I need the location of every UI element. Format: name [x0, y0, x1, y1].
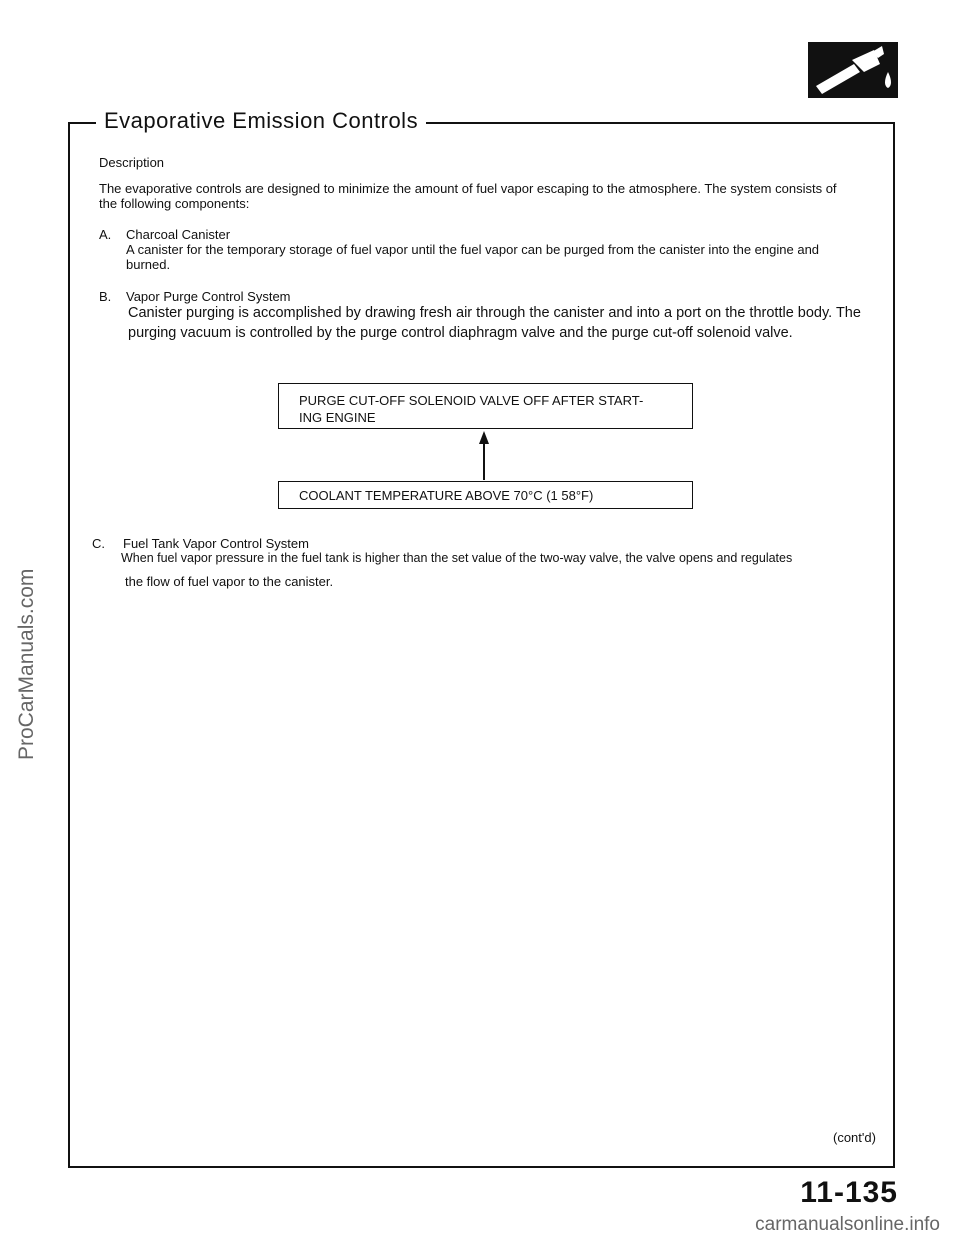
item-b-line-2: purging vacuum is controlled by the purge control diaphragm valve and the purge cut-off solenoid valve. — [128, 325, 793, 341]
continued-note: (cont'd) — [833, 1130, 876, 1145]
purge-cutoff-box — [278, 383, 693, 429]
page-number: 11-135 — [800, 1176, 898, 1209]
item-a-line-1: A canister for the temporary storage of fuel vapor until the fuel vapor can be purged from the canister into the engine and — [126, 242, 820, 257]
content-frame — [68, 122, 895, 1168]
intro-line-1: The evaporative controls are designed to minimize the amount of fuel vapor escaping to the atmosphere. The system consists of — [99, 181, 837, 196]
purge-cutoff-line-1: PURGE CUT-OFF SOLENOID VALVE OFF AFTER START- — [299, 393, 644, 408]
coolant-temperature-box: COOLANT TEMPERATURE ABOVE 70°C (1 58°F) — [278, 481, 693, 509]
item-c-marker: C. — [92, 536, 105, 551]
item-c-title: Fuel Tank Vapor Control System — [123, 536, 309, 551]
item-b-line-1: Canister purging is accomplished by drawing fresh air through the canister and into a port on the throttle body. The — [128, 305, 861, 321]
item-a-marker: A. — [99, 227, 112, 242]
item-c-line-2: the flow of fuel vapor to the canister. — [125, 574, 334, 589]
item-b-marker: B. — [99, 289, 112, 304]
page-title: Evaporative Emission Controls — [96, 108, 426, 134]
item-b-body — [128, 303, 888, 343]
item-a-body — [126, 242, 886, 272]
fuel-pump-nozzle-icon — [808, 42, 898, 98]
item-a-title: Charcoal Canister — [126, 227, 231, 242]
side-watermark: ProCarManuals.com — [15, 568, 38, 760]
section-heading: Description — [99, 155, 165, 170]
bottom-watermark: carmanualsonline.info — [755, 1214, 940, 1235]
item-c-line-1: When fuel vapor pressure in the fuel tank is higher than the set value of the two-way valve, the valve opens and regulates — [121, 551, 793, 565]
purge-cutoff-line-2: ING ENGINE — [299, 410, 376, 425]
intro-line-2: the following components: — [99, 196, 250, 211]
item-a-line-2: burned. — [126, 257, 171, 272]
intro-paragraph — [99, 181, 889, 211]
item-b-title: Vapor Purge Control System — [126, 289, 291, 304]
flow-arrow — [476, 429, 492, 481]
